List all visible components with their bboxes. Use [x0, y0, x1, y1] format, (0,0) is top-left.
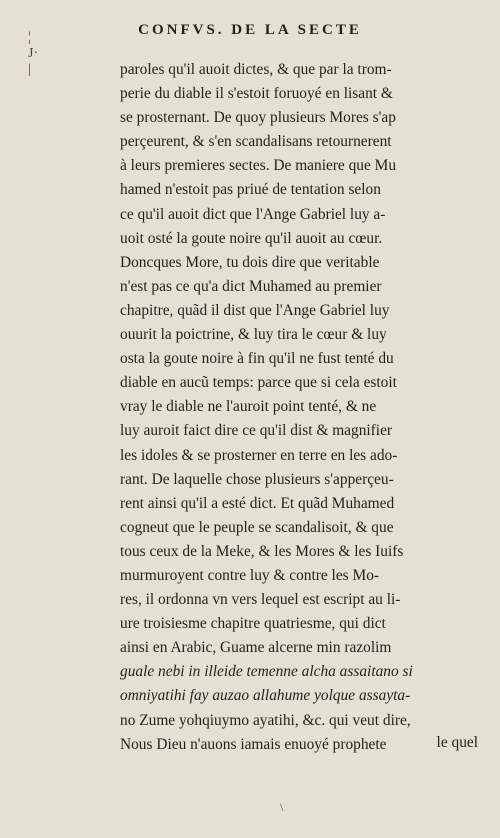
- text-line: res, il ordonna vn vers lequel est escript au li-: [120, 591, 401, 609]
- text-line: guale nebi in illeide temenne alcha assaitano si: [120, 663, 413, 681]
- catchword: le quel: [436, 734, 478, 751]
- text-line: ure troisiesme chapitre quatriesme, qui dict: [120, 615, 386, 633]
- margin-mark: J·: [28, 46, 39, 61]
- text-line: les idoles & se prosterner en terre en les ado-: [120, 446, 398, 464]
- text-line: paroles qu'il auoit dictes, & que par la trom-: [120, 61, 392, 78]
- body-text: [120, 58, 492, 757]
- text-line: se prosternant. De quoy plusieurs Mores s'ap: [120, 109, 396, 127]
- text-line: osta la goute noire à fin qu'il ne fust tenté du: [120, 350, 394, 368]
- text-line: uoit osté la goute noire qu'il auoit au cœur.: [120, 229, 383, 247]
- text-line: rant. De laquelle chose plusieurs s'apperçeu-: [120, 470, 394, 488]
- running-head: CONFVS. DE LA SECTE: [138, 22, 362, 38]
- text-line: luy auroit faict dire ce qu'il dist & magnifier: [120, 422, 393, 440]
- text-line: murmuroyent contre luy & contre les Mo-: [120, 566, 380, 584]
- text-line: ainsi en Arabic, Guame alcerne min razolim: [120, 639, 392, 657]
- text-line: Nous Dieu n'auons iamais enuoyé prophete: [120, 735, 387, 753]
- text-line: no Zume yohqiuymo ayatihi, &c. qui veut dire,: [120, 711, 411, 729]
- text-line: vray le diable ne l'auroit point tenté, & ne: [120, 398, 377, 416]
- footer-mark: \: [280, 800, 284, 814]
- margin-mark: |: [28, 62, 31, 77]
- text-line: ouurit la poictrine, & luy tira le cœur & luy: [120, 326, 387, 344]
- text-line: omniyatihi fay auzao allahume yolque assayta-: [120, 687, 411, 705]
- text-line: cogneut que le peuple se scandalisoit, & que: [120, 518, 394, 536]
- text-line: à leurs premieres sectes. De maniere que Mu: [120, 157, 397, 175]
- text-line: diable en aucũ temps: parce que si cela estoit: [120, 374, 397, 392]
- text-line: perie du diable il s'estoit foruoyé en lisant &: [120, 85, 393, 103]
- text-line: perçeurent, & s'en scandalisans retournerent: [120, 133, 392, 151]
- text-line: rent ainsi qu'il a esté dict. Et quãd Muhamed: [120, 494, 395, 512]
- text-line: tous ceux de la Meke, & les Mores & les Iuifs: [120, 542, 404, 560]
- margin-mark: ¦: [28, 30, 31, 45]
- text-line: hamed n'estoit pas priué de tentation selon: [120, 181, 381, 199]
- text-line: n'est pas ce qu'a dict Muhamed au premier: [120, 277, 382, 295]
- text-line: ce qu'il auoit dict que l'Ange Gabriel luy a-: [120, 205, 386, 223]
- text-line: Doncques More, tu dois dire que veritable: [120, 253, 380, 271]
- text-line: chapitre, quãd il dist que l'Ange Gabriel luy: [120, 301, 390, 319]
